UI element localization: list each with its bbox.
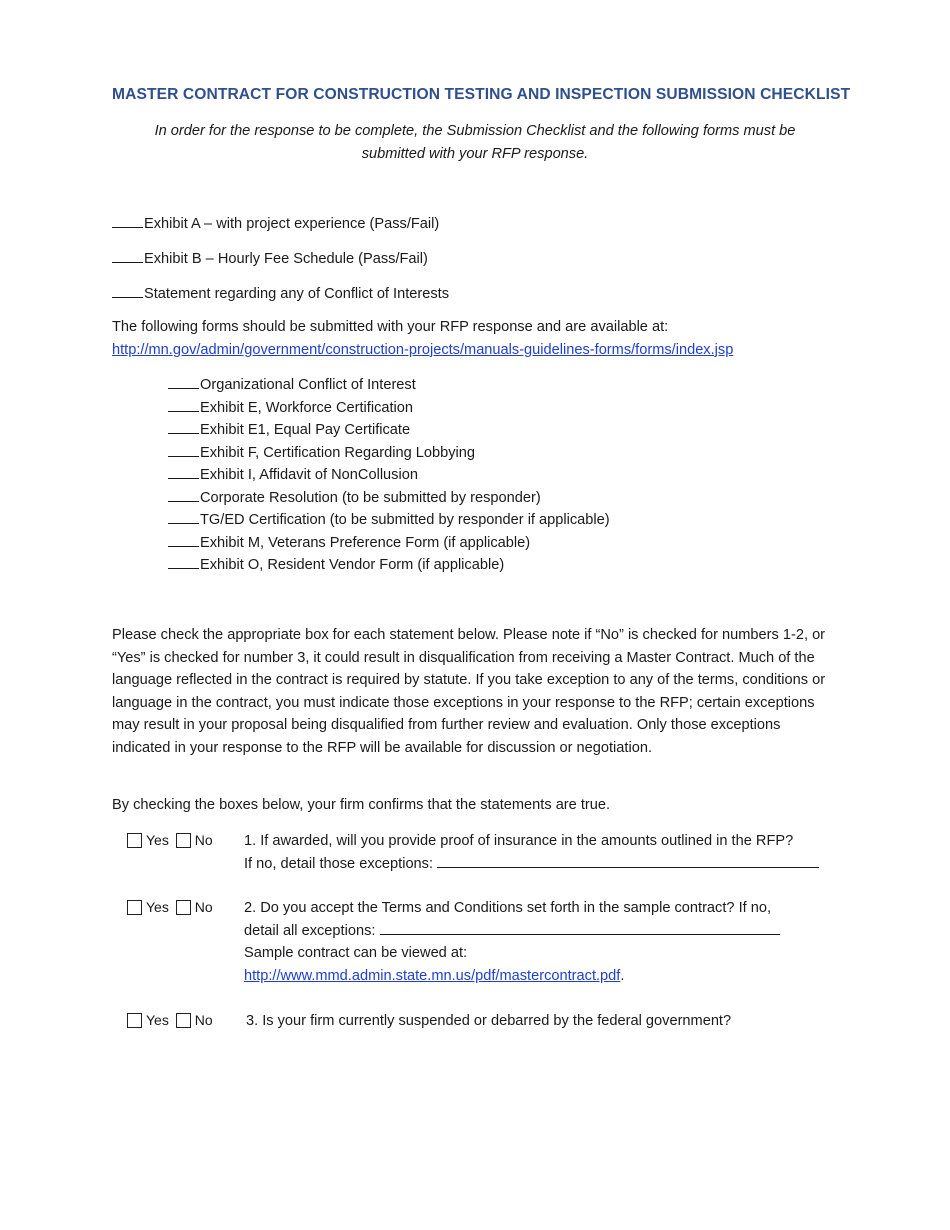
question-text: 2. Do you accept the Terms and Conditions set forth in the sample contract? If no, detail all exceptions: Sample contract can be viewed at: http://www.mmd.admin.state.mn.us/pdf/mastercontract.pdf. xyxy=(244,897,844,987)
fill-blank[interactable] xyxy=(112,248,143,263)
checklist-item: Statement regarding any of Conflict of Interests xyxy=(112,283,449,304)
yes-no-group: Yes No xyxy=(127,899,213,915)
yes-checkbox[interactable] xyxy=(127,900,142,915)
form-item: Exhibit M, Veterans Preference Form (if applicable) xyxy=(168,532,610,555)
instructions-text: Please check the appropriate box for each statement below. Please note if “No” is checked for numbers 1-2, or “Yes” is checked for number 3, it could result in disqualification from receiving a Master Contract. Much of the language reflected in the contract is required by statute. If you take exception to any of the terms, conditions or language in the contract, you must indicate those exceptions in your response to the RFP; certain exceptions may result in your proposal being disqualified from further review and evaluation. Only those exceptions indicated in your response to the RFP will be available for discussion or negotiation. xyxy=(112,627,826,756)
exceptions-line[interactable] xyxy=(380,920,780,935)
form-item: Exhibit E1, Equal Pay Certificate xyxy=(168,419,610,442)
fill-blank[interactable] xyxy=(168,374,199,389)
fill-blank[interactable] xyxy=(168,442,199,457)
forms-link[interactable]: http://mn.gov/admin/government/construction-projects/manuals-guidelines-forms/forms/index.jsp xyxy=(112,341,734,358)
forms-intro: The following forms should be submitted with your RFP response and are available at: http://mn.gov/admin/government/construction-projects/manuals-guidelines-forms/forms/index.jsp xyxy=(112,319,734,358)
form-item: Corporate Resolution (to be submitted by responder) xyxy=(168,487,610,510)
yes-checkbox[interactable] xyxy=(127,1013,142,1028)
form-item: Exhibit O, Resident Vendor Form (if applicable) xyxy=(168,554,610,577)
no-checkbox[interactable] xyxy=(176,833,191,848)
fill-blank[interactable] xyxy=(168,464,199,479)
yes-no-group: Yes No xyxy=(127,832,213,848)
yes-checkbox[interactable] xyxy=(127,833,142,848)
fill-blank[interactable] xyxy=(168,397,199,412)
checklist-item: Exhibit B – Hourly Fee Schedule (Pass/Fail) xyxy=(112,248,428,269)
no-checkbox[interactable] xyxy=(176,900,191,915)
fill-blank[interactable] xyxy=(168,487,199,502)
fill-blank[interactable] xyxy=(168,532,199,547)
form-item: Exhibit E, Workforce Certification xyxy=(168,397,610,420)
no-checkbox[interactable] xyxy=(176,1013,191,1028)
form-item: Exhibit F, Certification Regarding Lobbying xyxy=(168,442,610,465)
confirm-text: By checking the boxes below, your firm confirms that the statements are true. xyxy=(112,797,611,813)
form-item: Organizational Conflict of Interest xyxy=(168,374,610,397)
form-item: TG/ED Certification (to be submitted by responder if applicable) xyxy=(168,509,610,532)
fill-blank[interactable] xyxy=(168,509,199,524)
checklist-item: Exhibit A – with project experience (Pass/Fail) xyxy=(112,213,439,234)
question-text: 1. If awarded, will you provide proof of insurance in the amounts outlined in the RFP? If no, detail those exceptions: xyxy=(244,830,844,875)
intro-text: In order for the response to be complete, the Submission Checklist and the following forms must be submitted with your RFP response. xyxy=(154,123,796,162)
question-text: 3. Is your firm currently suspended or debarred by the federal government? xyxy=(246,1013,732,1029)
fill-blank[interactable] xyxy=(168,419,199,434)
fill-blank[interactable] xyxy=(112,283,143,298)
document-title: MASTER CONTRACT FOR CONSTRUCTION TESTING AND INSPECTION SUBMISSION CHECKLIST xyxy=(112,86,851,103)
sample-contract-link[interactable]: http://www.mmd.admin.state.mn.us/pdf/mastercontract.pdf xyxy=(244,967,621,984)
fill-blank[interactable] xyxy=(168,554,199,569)
form-item: Exhibit I, Affidavit of NonCollusion xyxy=(168,464,610,487)
yes-no-group: Yes No xyxy=(127,1012,213,1028)
fill-blank[interactable] xyxy=(112,213,143,228)
exceptions-line[interactable] xyxy=(437,853,819,868)
forms-list xyxy=(168,374,610,577)
